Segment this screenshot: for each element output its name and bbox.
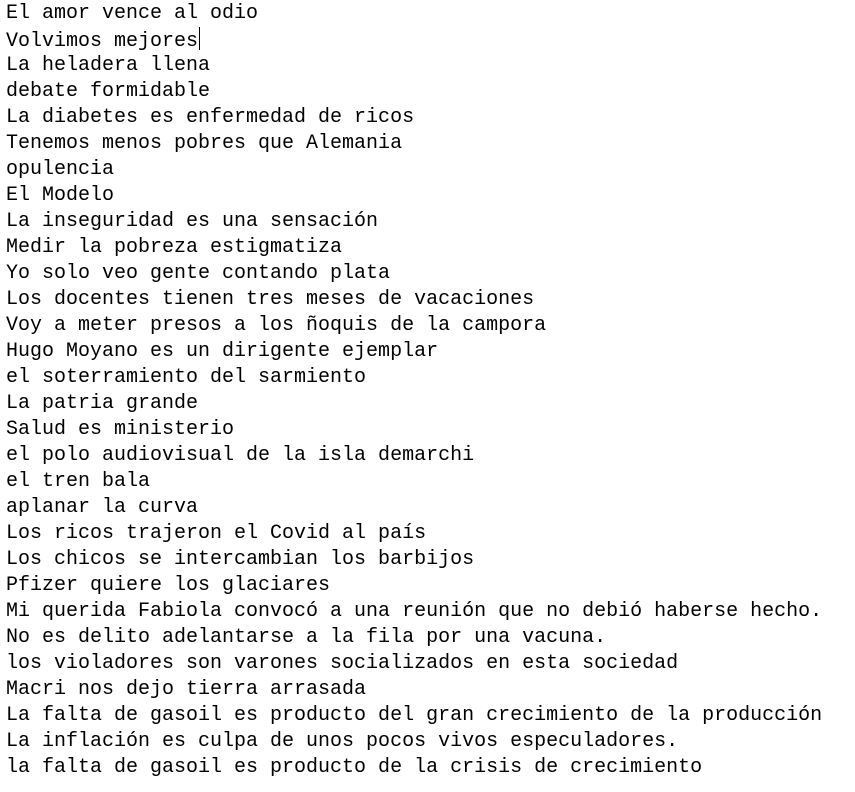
text-caret <box>199 27 200 50</box>
text-line[interactable] <box>6 1 855 27</box>
text-line[interactable] <box>6 339 855 365</box>
line-text: Medir la pobreza estigmatiza <box>6 236 343 259</box>
text-line[interactable] <box>6 261 855 287</box>
line-text: Los chicos se intercambian los barbijos <box>6 548 475 571</box>
text-line[interactable] <box>6 599 855 625</box>
text-line[interactable] <box>6 105 855 131</box>
line-text: El Modelo <box>6 184 115 207</box>
line-text: La falta de gasoil es producto del gran crecimiento de la producción <box>6 704 823 727</box>
line-text: La patria grande <box>6 392 199 415</box>
line-text: Yo solo veo gente contando plata <box>6 262 391 285</box>
line-text: El amor vence al odio <box>6 2 259 25</box>
line-text: Voy a meter presos a los ñoquis de la campora <box>6 314 547 337</box>
line-text: el soterramiento del sarmiento <box>6 366 367 389</box>
text-line[interactable] <box>6 53 855 79</box>
text-line[interactable] <box>6 27 855 53</box>
line-text: el tren bala <box>6 470 151 493</box>
text-line[interactable] <box>6 391 855 417</box>
text-line[interactable] <box>6 209 855 235</box>
text-line[interactable] <box>6 495 855 521</box>
line-text: Tenemos menos pobres que Alemania <box>6 132 403 155</box>
text-line[interactable] <box>6 651 855 677</box>
text-line[interactable] <box>6 573 855 599</box>
text-line[interactable] <box>6 287 855 313</box>
text-line[interactable] <box>6 521 855 547</box>
text-line[interactable] <box>6 157 855 183</box>
text-line[interactable] <box>6 365 855 391</box>
text-line[interactable] <box>6 755 855 781</box>
line-text: Volvimos mejores <box>6 30 199 53</box>
text-line[interactable] <box>6 469 855 495</box>
line-text: los violadores son varones socializados en esta sociedad <box>6 652 679 675</box>
text-line[interactable] <box>6 131 855 157</box>
text-line[interactable] <box>6 313 855 339</box>
line-text: debate formidable <box>6 80 211 103</box>
text-line[interactable] <box>6 677 855 703</box>
line-text: Los docentes tienen tres meses de vacaciones <box>6 288 535 311</box>
line-text: Mi querida Fabiola convocó a una reunión que no debió haberse hecho. <box>6 600 823 623</box>
text-line[interactable] <box>6 417 855 443</box>
line-text: Los ricos trajeron el Covid al país <box>6 522 427 545</box>
text-line[interactable] <box>6 625 855 651</box>
line-text: opulencia <box>6 158 115 181</box>
line-text: No es delito adelantarse a la fila por una vacuna. <box>6 626 607 649</box>
line-text: La inflación es culpa de unos pocos vivos especuladores. <box>6 730 679 753</box>
line-text: La inseguridad es una sensación <box>6 210 379 233</box>
line-text: La diabetes es enfermedad de ricos <box>6 106 415 129</box>
text-line[interactable] <box>6 443 855 469</box>
text-line[interactable] <box>6 703 855 729</box>
text-line[interactable] <box>6 79 855 105</box>
line-text: Pfizer quiere los glaciares <box>6 574 331 597</box>
line-text: Salud es ministerio <box>6 418 235 441</box>
text-line[interactable] <box>6 235 855 261</box>
text-line[interactable] <box>6 729 855 755</box>
text-line[interactable] <box>6 547 855 573</box>
line-text: aplanar la curva <box>6 496 199 519</box>
line-text: Hugo Moyano es un dirigente ejemplar <box>6 340 439 363</box>
text-line[interactable] <box>6 183 855 209</box>
line-text: el polo audiovisual de la isla demarchi <box>6 444 475 467</box>
line-text: Macri nos dejo tierra arrasada <box>6 678 367 701</box>
line-text: La heladera llena <box>6 54 211 77</box>
line-text: la falta de gasoil es producto de la crisis de crecimiento <box>6 756 703 779</box>
